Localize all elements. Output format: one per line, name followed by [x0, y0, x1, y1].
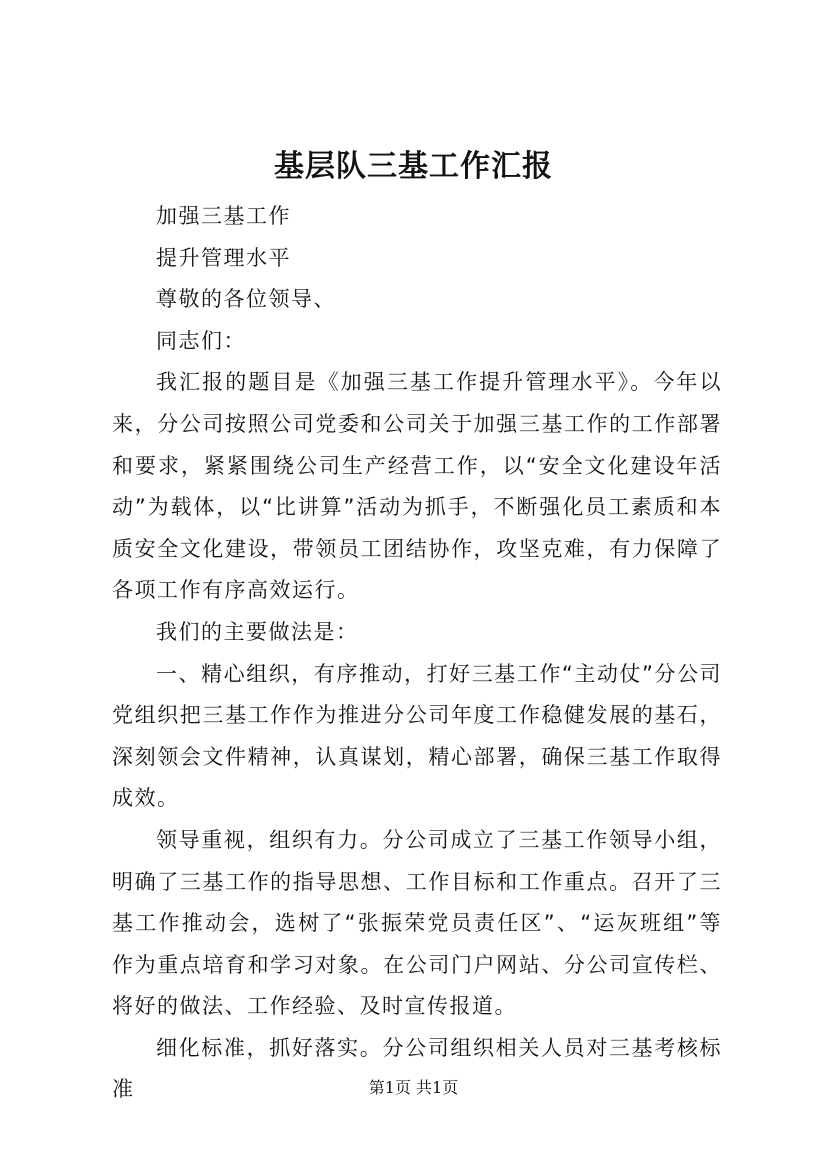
- page-footer: 第1页 共1页: [368, 1078, 459, 1097]
- document-body: [112, 196, 722, 1111]
- paragraph: 同志们：: [156, 328, 246, 353]
- paragraph: 细化标准，抓好落实。分公司组织相关人员对三基考核标准: [112, 1035, 722, 1102]
- paragraph: 我汇报的题目是《加强三基工作提升管理水平》。今年以来，分公司按照公司党委和公司关于加强三基工作的工作部署和要求，紧紧围绕公司生产经营工作，以“安全文化建设年活动”为载体，以“比讲算”活动为抓手，不断强化员工素质和本质安全文化建设，带领员工团结协作，攻坚克难，有力保障了各项工作有序高效运行。: [112, 370, 722, 603]
- paragraph: 尊敬的各位领导、: [156, 287, 336, 312]
- paragraph: 领导重视，组织有力。分公司成立了三基工作领导小组，明确了三基工作的指导思想、工作目标和工作重点。召开了三基工作推动会，选树了“张振荣党员责任区”、“运灰班组”等作为重点培育和学习对象。在公司门户网站、分公司宣传栏、将好的做法、工作经验、及时宣传报道。: [112, 827, 722, 1019]
- paragraph: 一、精心组织，有序推动，打好三基工作“主动仗”分公司党组织把三基工作作为推进分公司年度工作稳健发展的基石，深刻领会文件精神，认真谋划，精心部署，确保三基工作取得成效。: [112, 661, 722, 811]
- paragraph: 提升管理水平: [156, 245, 291, 270]
- paragraph: 我们的主要做法是：: [156, 619, 359, 644]
- paragraph: 加强三基工作: [156, 204, 291, 228]
- document-title: 基层队三基工作汇报: [274, 149, 553, 184]
